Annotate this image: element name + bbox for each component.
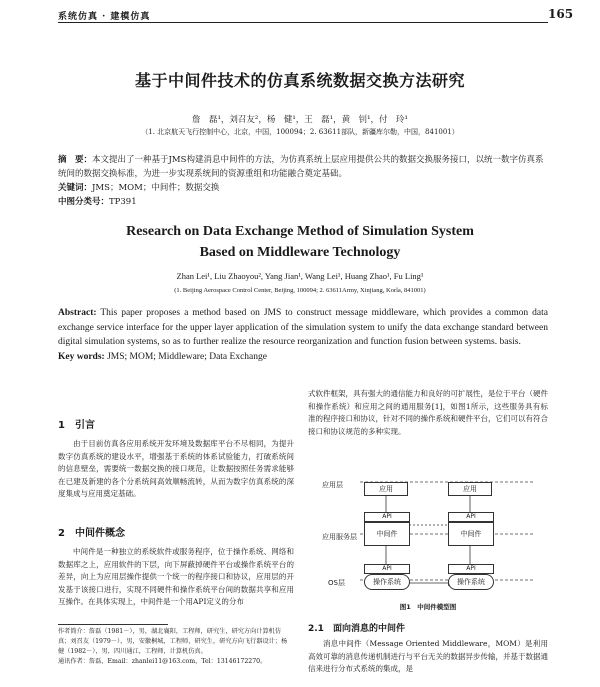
en-keywords bbox=[58, 350, 548, 365]
en-affiliation: (1. Beijing Aerospace Control Center, Beijing, 100094; 2. 63611Army, Xinjiang, Korla, 841001) bbox=[174, 287, 426, 294]
figure-api-box-4: API bbox=[448, 564, 494, 574]
en-authors: Zhan Lei¹, Liu Zhaoyou², Yang Jian¹, Wang Lei¹, Huang Zhao¹, Fu Ling¹ bbox=[176, 271, 424, 281]
cn-clc-label: 中图分类号： bbox=[58, 197, 110, 207]
footnote-rule bbox=[58, 624, 168, 625]
en-abstract-text: This paper proposes a method based on JMS to construct message middleware, which provides a common data exchange service interface for the upper layer application of the simulation system to unify the data exchange standard between digital simulation systems, so as to further realize the resource reorganization and function fusion between systems. basis. bbox=[58, 308, 548, 347]
section-2-body bbox=[58, 546, 294, 609]
cn-authors: 詹 磊¹，刘召友²，杨 健¹，王 磊¹，黄 钊¹，付 玲¹ bbox=[192, 115, 408, 125]
figure-app-box-2: 应用 bbox=[448, 482, 492, 496]
en-title-line1: Research on Data Exchange Method of Simulation System bbox=[126, 224, 474, 239]
en-keywords-text: JMS; MOM; Middleware; Data Exchange bbox=[107, 351, 267, 362]
cn-keywords-label: 关键词： bbox=[58, 183, 93, 193]
en-abstract-label: Abstract: bbox=[58, 308, 97, 318]
figure-app-box-1: 应用 bbox=[364, 482, 408, 496]
figure-middleware-box-2: 中间件 bbox=[448, 522, 494, 546]
header-rule bbox=[58, 22, 548, 23]
section-2-heading: 2 中间件概念 bbox=[58, 528, 125, 539]
cn-abstract-block bbox=[58, 153, 548, 209]
en-keywords-label: Key words: bbox=[58, 351, 105, 362]
en-abstract bbox=[58, 306, 548, 350]
figure-label-os-layer: OS层 bbox=[328, 579, 345, 587]
cn-title: 基于中间件技术的仿真系统数据交换方法研究 bbox=[134, 71, 465, 90]
figure-label-service-layer: 应用服务层 bbox=[322, 533, 357, 541]
footnote-author-bio: 作者简介：詹磊（1981－），男，湖北襄阳，工程师，研究生，研究方向计算机仿真；刘召友（1979－），男，安徽桐城，工程师，研究生，研究方向飞行器设计；杨健（1982－），男，四川通江，工程师，计算机仿真。 bbox=[58, 628, 288, 655]
section-1-heading: 1 引言 bbox=[58, 420, 95, 431]
page-number: 165 bbox=[548, 7, 574, 21]
cn-abstract-label: 摘 要： bbox=[58, 155, 93, 165]
running-title: 系统仿真 · 建模仿真 bbox=[58, 12, 151, 22]
section-1-body bbox=[58, 438, 294, 501]
cn-clc bbox=[58, 195, 548, 209]
figure-caption: 图1 中间件模型图 bbox=[399, 603, 457, 611]
figure-api-box-3: API bbox=[364, 564, 410, 574]
subsection-2-1-heading: 2.1 面向消息的中间件 bbox=[308, 624, 405, 634]
cn-keywords-text: JMS；MOM；中间件；数据交换 bbox=[92, 183, 220, 193]
footnote bbox=[58, 627, 288, 667]
figure-middleware-box-1: 中间件 bbox=[364, 522, 410, 546]
right-paragraph-1: 式软件框架，具有强大的通信能力和良好的可扩展性，是位于平台（硬件和操作系统）和应用之间的通用服务[1]，如图1所示，这些服务具有标准的程序接口和协议，针对不同的操作系统和硬件平台，它们可以有符合接口和协议规范的多种实现。 bbox=[308, 389, 548, 436]
figure-middleware-model bbox=[308, 462, 548, 618]
figure-label-app-layer: 应用层 bbox=[322, 481, 343, 489]
figure-api-box-1: API bbox=[364, 512, 410, 522]
right-column-bottom bbox=[308, 638, 548, 676]
right-column-top bbox=[308, 388, 548, 438]
en-title-line2: Based on Middleware Technology bbox=[199, 245, 401, 260]
cn-keywords bbox=[58, 181, 548, 195]
figure-api-box-2: API bbox=[448, 512, 494, 522]
cn-clc-text: TP391 bbox=[109, 197, 137, 207]
cn-abstract bbox=[58, 153, 548, 181]
figure-os-box-2: 操作系统 bbox=[448, 574, 494, 590]
section-1-paragraph: 由于目前仿真各应用系统开发环境及数据库平台不尽相同，为提升数字仿真系统的建设水平，增强基于系统的体系试验能力，打破系统间的信息壁垒，需要统一数据交换的接口规范，让数据按照任务需求能够在已建及新建的各个分系统间高效顺畅流转，从而为数字仿真系统的深度集成与应用奠定基础。 bbox=[58, 439, 294, 499]
cn-affiliation: （1. 北京航天飞行控制中心，北京，中国，100094；2. 63611部队，新疆库尔勒，中国，841001） bbox=[141, 128, 459, 136]
right-paragraph-2: 消息中间件（Message Oriented Middleware，MOM）是利用高效可靠的消息传递机制进行与平台无关的数据异步传输，并基于数据通信来进行分布式系统的集成，是 bbox=[308, 639, 548, 674]
en-abstract-block bbox=[58, 306, 548, 364]
figure-os-box-1: 操作系统 bbox=[364, 574, 410, 590]
en-title bbox=[0, 221, 600, 263]
cn-abstract-text: 本文提出了一种基于JMS构建消息中间件的方法，为仿真系统上层应用提供公共的数据交换服务接口，以统一数字仿真系统间的数据交换标准，为进一步实现系统间的资源重组和功能融合奠定基础。 bbox=[58, 155, 544, 179]
section-2-paragraph: 中间件是一种独立的系统软件或服务程序，位于操作系统、网络和数据库之上，应用软件的下层，向下屏蔽掉硬件平台或操作系统平台的差异，向上为应用层操作提供一个统一的程序接口和协议，应用层的开发基于该接口进行，实现不同硬件和操作系统平台间的数据共享和应用互操作。在具体实现上，中间件是一个用API定义的分布 bbox=[58, 547, 294, 607]
footnote-contact: 通讯作者：詹磊，Email：zhanlei11@163.com，Tel：13146172270。 bbox=[58, 658, 267, 665]
